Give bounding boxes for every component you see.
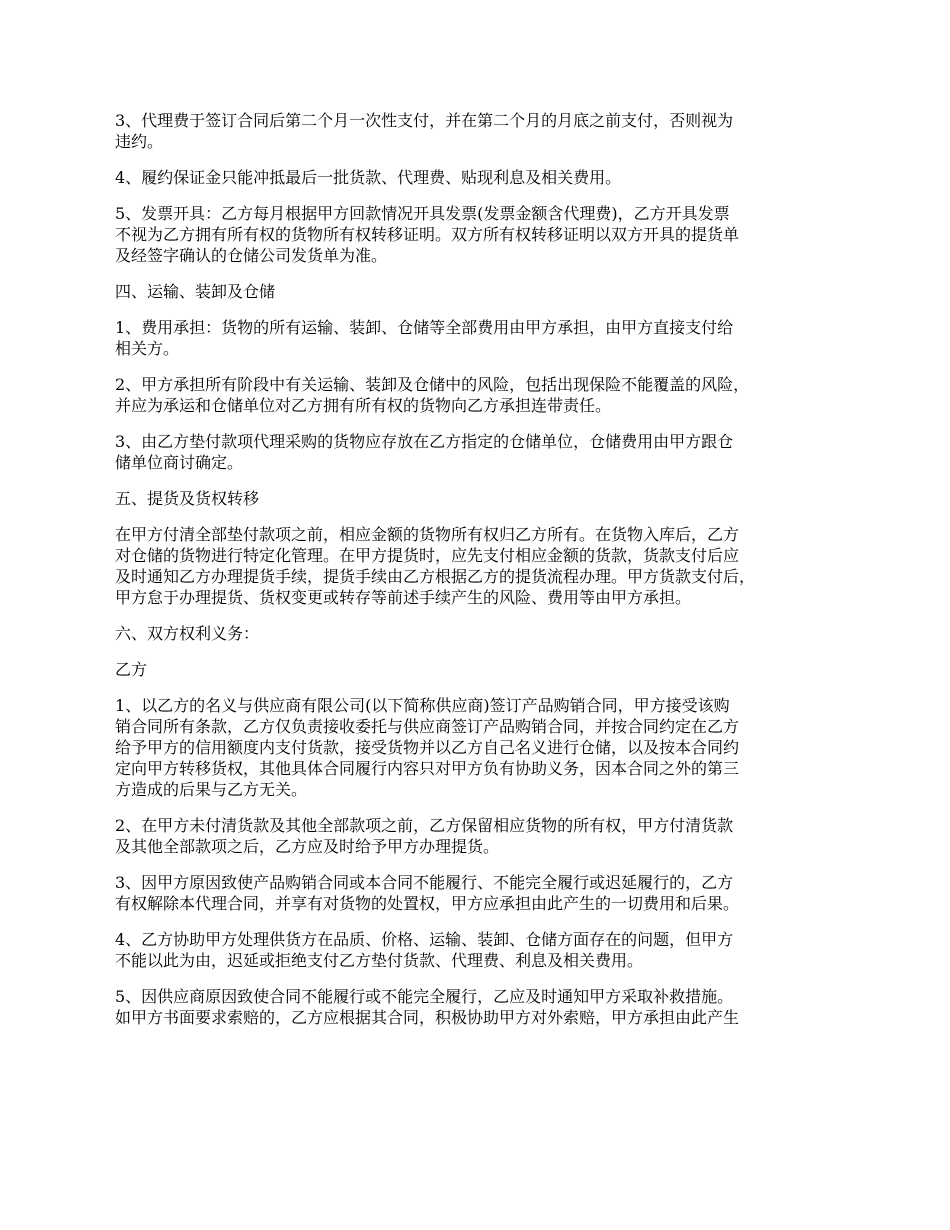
paragraph-invoice-issuance: 5、发票开具：乙方每月根据甲方回款情况开具发票(发票金额含代理费)，乙方开具发票 不视为乙方拥有所有权的货物所有权转移证明。双方所有权转移证明以双方开具的提货单 及经签字确认的仓储公司发货单为准。 <box>115 204 740 265</box>
paragraph-party-b-clause-1: 1、以乙方的名义与供应商有限公司(以下简称供应商)签订产品购销合同，甲方接受该购 销合同所有条款，乙方仅负责接收委托与供应商签订产品购销合同，并按合同约定在乙方 给予甲方的信用额度内支付货款，接受货物并以乙方自己名义进行仓储，以及按本合同约 定向甲方转移货权，其他具体合同履行内容只对甲方负有协助义务，因本合同之外的第三 方造成的后果与乙方无关。 <box>115 696 740 799</box>
paragraph-performance-deposit: 4、履约保证金只能冲抵最后一批货款、代理费、贴现利息及相关费用。 <box>115 168 622 187</box>
document-page <box>115 110 855 1043</box>
section-heading-transport: 四、运输、装卸及仓储 <box>115 282 276 301</box>
paragraph-party-b-clause-5: 5、因供应商原因致使合同不能履行或不能完全履行，乙应及时通知甲方采取补救措施。 如甲方书面要求索赔的，乙方应根据其合同，积极协助甲方对外索赔，甲方承担由此产生 <box>115 987 740 1027</box>
subheading-party-b: 乙方 <box>115 660 148 679</box>
paragraph-party-b-clause-2: 2、在甲方未付清货款及其他全部款项之前，乙方保留相应货物的所有权，甲方付清货款 及其他全部款项之后，乙方应及时给予甲方办理提货。 <box>115 816 734 856</box>
paragraph-cost-bearing: 1、费用承担：货物的所有运输、装卸、仓储等全部费用由甲方承担，由甲方直接支付给 相关方。 <box>115 318 734 358</box>
paragraph-storage: 3、由乙方垫付款项代理采购的货物应存放在乙方指定的仓储单位，仓储费用由甲方跟仓 储单位商讨确定。 <box>115 432 734 472</box>
paragraph-agency-fee-payment: 3、代理费于签订合同后第二个月一次性支付，并在第二个月的月底之前支付，否则视为 违约。 <box>115 111 734 151</box>
paragraph-ownership-transfer: 在甲方付清全部垫付款项之前，相应金额的货物所有权归乙方所有。在货物入库后，乙方 对仓储的货物进行特定化管理。在甲方提货时，应先支付相应金额的货款，货款支付后应 及时通知乙方办理提货手续，提货手续由乙方根据乙方的提货流程办理。甲方货款支付后， 甲方怠于办理提货、货权变更或转存等前述手续产生的风险、费用等由甲方承担。 <box>115 525 756 607</box>
section-heading-pickup: 五、提货及货权转移 <box>115 489 260 508</box>
section-heading-rights: 六、双方权利义务： <box>115 624 260 643</box>
paragraph-party-b-clause-4: 4、乙方协助甲方处理供货方在品质、价格、运输、装卸、仓储方面存在的问题，但甲方 不能以此为由，迟延或拒绝支付乙方垫付货款、代理费、利息及相关费用。 <box>115 930 734 970</box>
paragraph-risk-bearing: 2、甲方承担所有阶段中有关运输、装卸及仓储中的风险，包括出现保险不能覆盖的风险， 并应为承运和仓储单位对乙方拥有所有权的货物向乙方承担连带责任。 <box>115 375 750 415</box>
paragraph-party-b-clause-3: 3、因甲方原因致使产品购销合同或本合同不能履行、不能完全履行或迟延履行的，乙方 有权解除本代理合同，并享有对货物的处置权，甲方应承担由此产生的一切费用和后果。 <box>115 873 740 913</box>
